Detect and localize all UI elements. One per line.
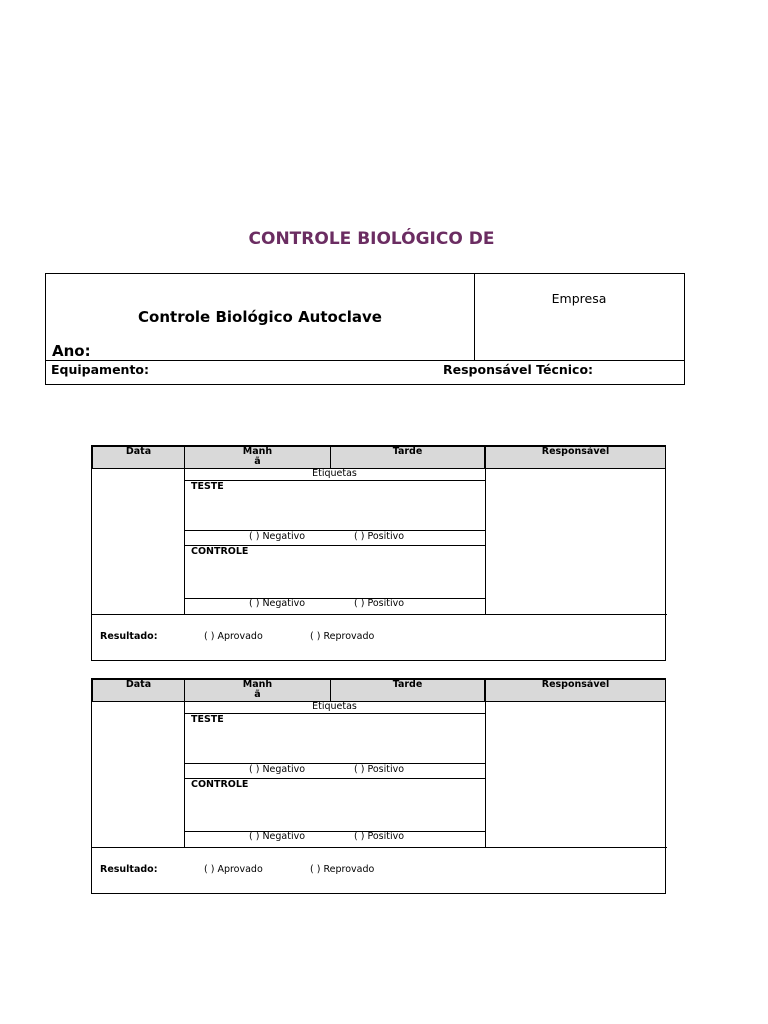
col-responsavel-header: Responsável [485,679,666,702]
reprovado-option[interactable]: ( ) Reprovado [310,864,375,875]
col-tarde-header: Tarde [330,446,485,469]
reprovado-option[interactable]: ( ) Reprovado [310,631,375,642]
divider [184,598,485,599]
negativo-option[interactable]: ( ) Negativo [249,531,306,542]
negativo-option[interactable]: ( ) Negativo [249,598,306,609]
controle-label: CONTROLE [191,779,249,790]
positivo-option[interactable]: ( ) Positivo [354,764,405,775]
divider [184,530,485,531]
divider [184,831,485,832]
col-manha-header [184,446,331,469]
divider [184,480,485,481]
aprovado-option[interactable]: ( ) Aprovado [204,631,263,642]
divider [474,274,475,360]
record-table [91,445,666,661]
negativo-option[interactable]: ( ) Negativo [249,831,306,842]
col-tarde-header: Tarde [330,679,485,702]
positivo-option[interactable]: ( ) Positivo [354,531,405,542]
positivo-option[interactable]: ( ) Positivo [354,598,405,609]
controle-label: CONTROLE [191,546,249,557]
divider [184,701,185,847]
positivo-option[interactable]: ( ) Positivo [354,831,405,842]
etiquetas-label: Etiquetas [312,468,357,479]
col-responsavel-header: Responsável [485,446,666,469]
form-title: Controle Biológico Autoclave [138,308,382,326]
divider [485,701,486,847]
equipamento-label: Equipamento: [51,362,150,377]
page-title: CONTROLE BIOLÓGICO DE [248,229,495,249]
teste-label: TESTE [191,714,224,725]
responsavel-tecnico-label: Responsável Técnico: [443,362,594,377]
negativo-option[interactable]: ( ) Negativo [249,764,306,775]
divider [184,763,485,764]
divider [92,614,667,615]
col-manha-header [184,679,331,702]
empresa-label: Empresa [551,291,607,306]
aprovado-option[interactable]: ( ) Aprovado [204,864,263,875]
record-table [91,678,666,894]
ano-label: Ano: [52,342,91,360]
divider [485,468,486,614]
teste-label: TESTE [191,481,224,492]
col-manha-label: Manh ã [242,679,273,700]
resultado-label: Resultado: [100,631,158,642]
header-box [45,273,685,385]
col-manha-label: Manh ã [242,446,273,467]
col-data-header: Data [92,679,185,702]
resultado-label: Resultado: [100,864,158,875]
divider [184,468,185,614]
divider [92,847,667,848]
divider [46,360,684,361]
col-data-header: Data [92,446,185,469]
etiquetas-label: Etiquetas [312,701,357,712]
divider [184,713,485,714]
